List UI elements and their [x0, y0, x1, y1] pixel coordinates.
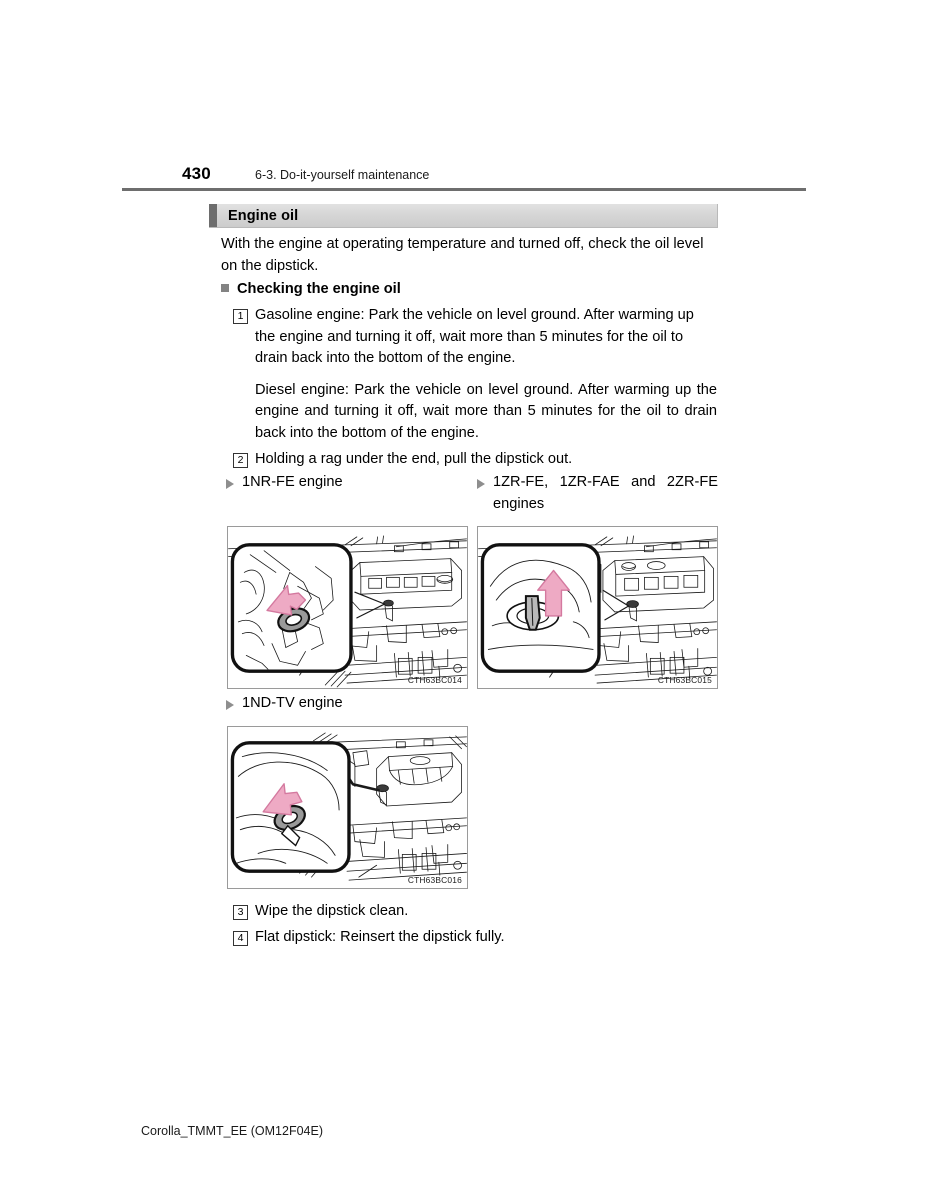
step-text-diesel: Diesel engine: Park the vehicle on level ground. After warming up the engine and turning it off, wait more than 5 minutes for the oil to drain back into the bottom of the engine. [255, 381, 717, 441]
footer-document-code: Corolla_TMMT_EE (OM12F04E) [141, 1124, 323, 1138]
section-title-band [217, 204, 717, 227]
steps-list-top [233, 305, 717, 473]
step-item [233, 927, 717, 949]
engine-bay-line-art-1 [228, 527, 467, 688]
steps-list-bottom [233, 901, 717, 950]
figure-label-1zr-fe [477, 472, 719, 515]
illustration-panel-1nr-fe [227, 526, 468, 689]
figure-label-text: 1ND-TV engine [242, 695, 343, 711]
page-number: 430 [182, 164, 211, 183]
step-item [233, 901, 717, 923]
figure-label-text: 1NR-FE engine [242, 474, 343, 490]
square-bullet-icon [221, 284, 229, 292]
step-text: Flat dipstick: Reinsert the dipstick fully. [255, 928, 505, 945]
section-breadcrumb: 6-3. Do-it-yourself maintenance [255, 168, 430, 182]
step-text: Wipe the dipstick clean. [255, 903, 409, 919]
figure-code: CTH63BC014 [407, 675, 462, 685]
triangle-bullet-icon [226, 700, 234, 710]
section-title-bar [209, 204, 718, 228]
header-rule [122, 188, 806, 191]
triangle-bullet-icon [477, 479, 485, 489]
step-item [233, 449, 717, 471]
section-title: Engine oil [228, 207, 299, 224]
engine-bay-line-art-2 [478, 527, 717, 688]
figure-code: CTH63BC015 [657, 675, 712, 685]
figure-label-1nr-fe [226, 472, 456, 494]
step-number-box: 1 [233, 309, 248, 324]
figure-code: CTH63BC016 [407, 875, 462, 885]
illustration-panel-1zr-fe [477, 526, 718, 689]
figure-label-text: 1ZR-FE, 1ZR-FAE and 2ZR-FE engines [493, 474, 718, 512]
page-header [122, 164, 806, 190]
subheading-text: Checking the engine oil [237, 281, 401, 297]
figure-label-1nd-tv [226, 693, 466, 715]
engine-bay-line-art-3 [228, 727, 467, 888]
step-number-box: 2 [233, 453, 248, 468]
step-number-box: 4 [233, 931, 248, 946]
step-item [233, 305, 717, 370]
step-text: Holding a rag under the end, pull the dipstick out. [255, 451, 573, 467]
step-number-box: 3 [233, 905, 248, 920]
triangle-bullet-icon [226, 479, 234, 489]
illustration-panel-1nd-tv [227, 726, 468, 889]
section-accent-bar [209, 204, 217, 227]
subheading-row [221, 281, 401, 297]
step-text: Gasoline engine: Park the vehicle on level ground. After warming up the engine and turning it off, wait more than 5 minutes for the oil to drain back into the bottom of the engine. [255, 307, 694, 366]
intro-paragraph: With the engine at operating temperature and turned off, check the oil level on the dipstick. [221, 236, 704, 274]
